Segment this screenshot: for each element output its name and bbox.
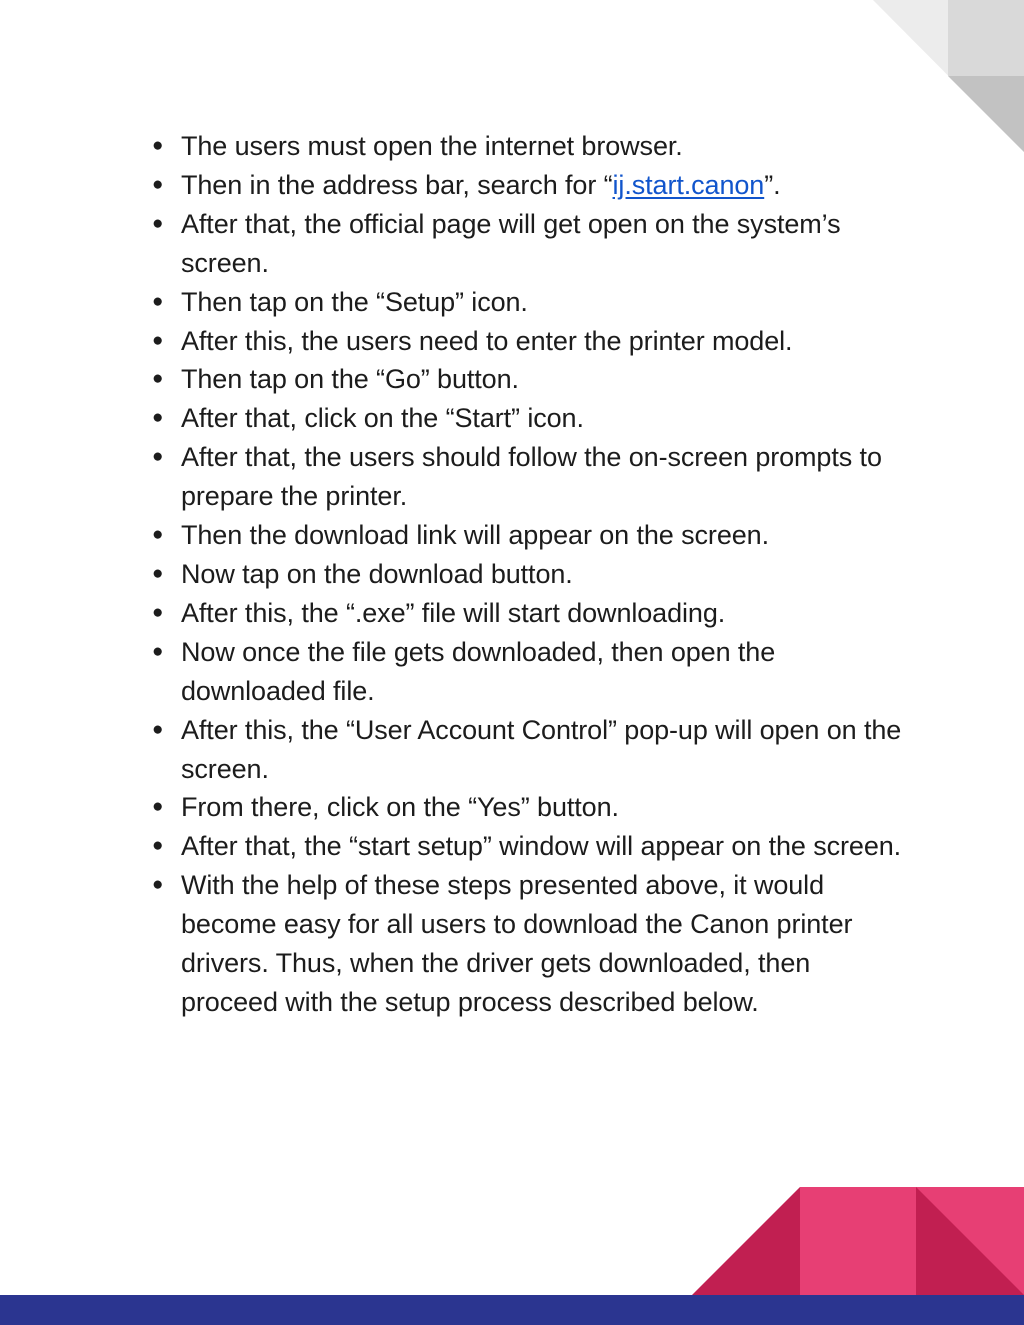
- step-text-end: ”.: [764, 169, 781, 200]
- step-item: [150, 788, 910, 827]
- bullet-icon: ●: [152, 407, 164, 429]
- step-text: From there, click on the “Yes” button.: [181, 792, 619, 823]
- step-item: [150, 555, 910, 594]
- step-text: After this, the “.exe” file will start downloading.: [181, 597, 726, 628]
- step-item: [150, 438, 910, 516]
- crimson-triangle: [692, 1187, 800, 1295]
- step-text: Then tap on the “Go” button.: [181, 364, 519, 395]
- bullet-icon: ●: [152, 368, 164, 390]
- step-item: [150, 516, 910, 555]
- bullet-icon: ●: [152, 718, 164, 740]
- step-item: [150, 711, 910, 789]
- step-item: [150, 360, 910, 399]
- bullet-icon: ●: [152, 329, 164, 351]
- step-item: [150, 827, 910, 866]
- step-item: [150, 399, 910, 438]
- step-item: [150, 866, 910, 1022]
- bullet-icon: ●: [152, 796, 164, 818]
- step-text: After this, the “User Account Control” pop-up will open on the screen.: [181, 714, 902, 784]
- step-item: [150, 127, 910, 166]
- steps-list: [150, 127, 910, 1022]
- step-text: Now once the file gets downloaded, then open the downloaded file.: [181, 636, 776, 706]
- step-item: [150, 166, 910, 205]
- bullet-icon: ●: [152, 290, 164, 312]
- bullet-icon: ●: [152, 212, 164, 234]
- pink-block: [800, 1187, 916, 1295]
- bullet-icon: ●: [152, 524, 164, 546]
- bullet-icon: ●: [152, 874, 164, 896]
- step-text: Now tap on the download button.: [181, 558, 573, 589]
- step-text: After that, the official page will get open on the system’s screen.: [181, 208, 841, 278]
- ij-start-canon-link[interactable]: ij.start.canon: [612, 169, 765, 200]
- bullet-icon: ●: [152, 446, 164, 468]
- bullet-icon: ●: [152, 135, 164, 156]
- footer-band: [0, 1295, 1024, 1325]
- bullet-icon: ●: [152, 173, 164, 195]
- step-text: Then tap on the “Setup” icon.: [181, 286, 528, 317]
- bullet-icon: ●: [152, 562, 164, 584]
- step-text: After this, the users need to enter the printer model.: [181, 325, 793, 356]
- bullet-icon: ●: [152, 640, 164, 662]
- step-text: After that, the “start setup” window will appear on the screen.: [181, 831, 902, 862]
- bullet-icon: ●: [152, 601, 164, 623]
- step-item: [150, 594, 910, 633]
- step-text: The users must open the internet browser.: [181, 131, 683, 161]
- step-text: After that, click on the “Start” icon.: [181, 403, 584, 434]
- step-item: [150, 205, 910, 283]
- step-item: [150, 283, 910, 322]
- step-text: Then the download link will appear on the screen.: [181, 520, 769, 551]
- bullet-icon: ●: [152, 835, 164, 857]
- step-text: After that, the users should follow the on-screen prompts to prepare the printer.: [181, 442, 882, 512]
- step-item: [150, 633, 910, 711]
- step-item: [150, 322, 910, 361]
- step-text: With the help of these steps presented above, it would become easy for all users to download the Canon printer drivers. Thus, when the driver gets downloaded, then proceed with the setup process described below.: [181, 870, 853, 1017]
- step-text: Then in the address bar, search for “: [181, 169, 613, 200]
